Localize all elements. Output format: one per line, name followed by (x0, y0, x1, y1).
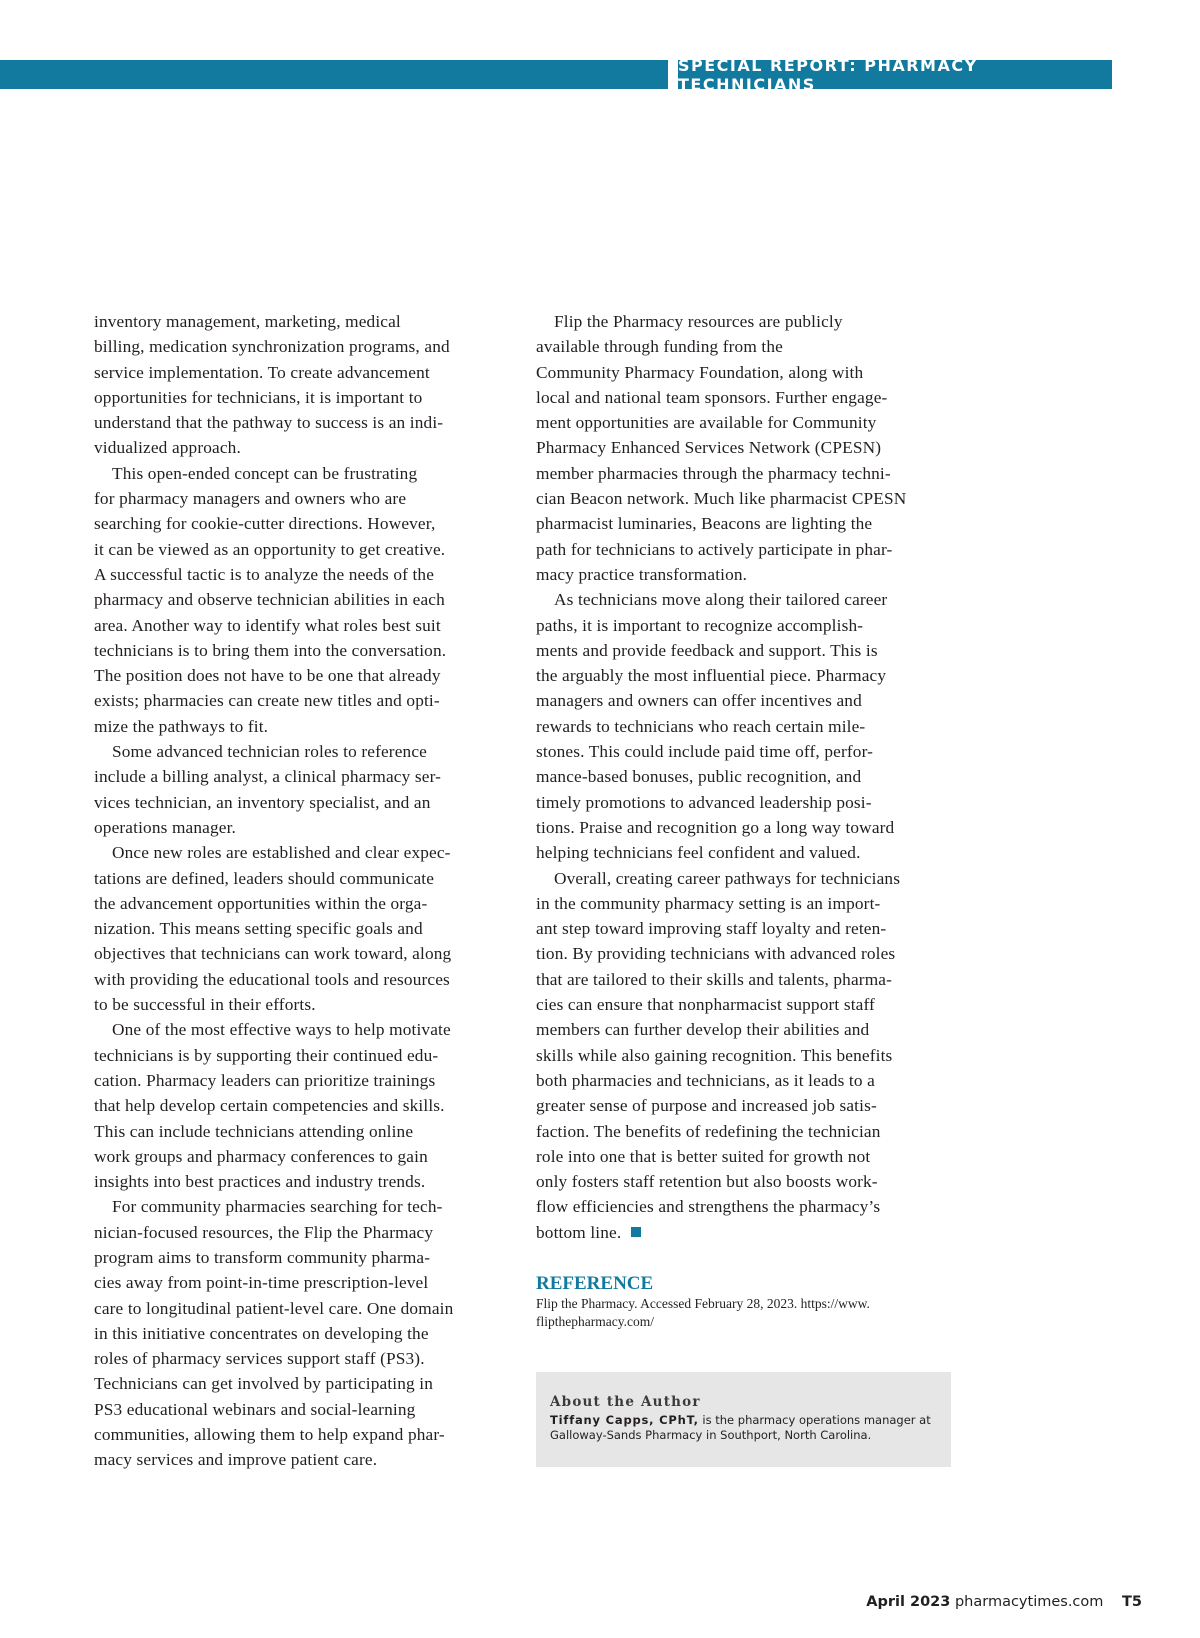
article-paragraph (94, 840, 514, 1017)
text-line: operations manager. (94, 817, 237, 837)
text-line: searching for cookie-cutter directions. However, (94, 514, 436, 534)
text-line: ment opportunities are available for Community (536, 413, 877, 433)
reference-line: Flip the Pharmacy. Accessed February 28, 2023. https://www. (536, 1296, 870, 1311)
article-paragraph (536, 587, 956, 865)
text-line: flow efficiencies and strengthens the pharmacy’s (536, 1197, 881, 1217)
text-line: member pharmacies through the pharmacy techni- (536, 463, 891, 483)
text-line: tions. Praise and recognition go a long way toward (536, 817, 895, 837)
header-bar (0, 60, 668, 89)
text-line: insights into best practices and industry trends. (94, 1172, 426, 1192)
text-line: that are tailored to their skills and talents, pharma- (536, 969, 893, 989)
text-line: include a billing analyst, a clinical pharmacy ser- (94, 767, 442, 787)
text-line: mize the pathways to fit. (94, 716, 269, 736)
text-line: it can be viewed as an opportunity to get creative. (94, 539, 446, 559)
text-line: the arguably the most influential piece. Pharmacy (536, 666, 887, 686)
article-paragraph (94, 1017, 514, 1194)
text-line: cies can ensure that nonpharmacist support staff (536, 995, 875, 1015)
text-line: for pharmacy managers and owners who are (94, 489, 407, 509)
text-line: Community Pharmacy Foundation, along with (536, 362, 864, 382)
issue-date: April 2023 (866, 1594, 951, 1610)
text-line: opportunities for technicians, it is important to (94, 387, 423, 407)
text-line: This open-ended concept can be frustrating (112, 463, 418, 483)
article-paragraph (94, 309, 514, 461)
text-line: available through funding from the (536, 337, 783, 357)
text-line: in the community pharmacy setting is an import- (536, 893, 881, 913)
article-paragraph (94, 461, 514, 739)
text-line: pharmacist luminaries, Beacons are lighting the (536, 514, 873, 534)
article-column-right (536, 309, 956, 1245)
text-line: path for technicians to actively participate in phar- (536, 539, 893, 559)
author-name: Tiffany Capps, CPhT, (550, 1413, 699, 1427)
text-line: One of the most effective ways to help motivate (112, 1020, 451, 1040)
author-box-heading: About the Author (550, 1394, 701, 1410)
text-line: Technicians can get involved by participating in (94, 1374, 434, 1394)
text-line: Once new roles are established and clear expec- (112, 843, 451, 863)
article-paragraph (536, 866, 956, 1245)
text-line: only fosters staff retention but also boosts work- (536, 1172, 878, 1192)
text-line: ant step toward improving staff loyalty and reten- (536, 919, 887, 939)
text-line: billing, medication synchronization programs, and (94, 337, 450, 357)
text-line: macy practice transformation. (536, 564, 748, 584)
article-paragraph (536, 309, 956, 587)
text-line: roles of pharmacy services support staff (PS3). (94, 1349, 425, 1369)
text-line: greater sense of purpose and increased job satis- (536, 1096, 877, 1116)
text-line: cies away from point-in-time prescription-level (94, 1273, 429, 1293)
text-line: A successful tactic is to analyze the needs of the (94, 564, 435, 584)
page-footer (866, 1594, 1142, 1610)
reference-text (536, 1295, 956, 1331)
text-line: nician-focused resources, the Flip the Pharmacy (94, 1222, 434, 1242)
text-line: work groups and pharmacy conferences to gain (94, 1146, 428, 1166)
text-line: communities, allowing them to help expand phar- (94, 1425, 445, 1445)
text-line: cian Beacon network. Much like pharmacist CPESN (536, 489, 907, 509)
text-line: with providing the educational tools and resources (94, 969, 450, 989)
text-line: the advancement opportunities within the orga- (94, 893, 428, 913)
text-line: paths, it is important to recognize accomplish- (536, 615, 864, 635)
reference-heading: REFERENCE (536, 1273, 654, 1294)
author-bio-line: is the pharmacy operations manager at (698, 1413, 931, 1427)
text-line: area. Another way to identify what roles best suit (94, 615, 441, 635)
page-number: T5 (1122, 1594, 1142, 1610)
end-of-article-square-icon (631, 1227, 641, 1237)
text-line: technicians is to bring them into the conversation. (94, 640, 447, 660)
text-line: mance-based bonuses, public recognition, and (536, 767, 862, 787)
text-line-content: bottom line. (536, 1222, 622, 1242)
text-line: that help develop certain competencies and skills. (94, 1096, 445, 1116)
text-line: inventory management, marketing, medical (94, 312, 401, 331)
text-line: tion. By providing technicians with advanced roles (536, 944, 896, 964)
text-line: Overall, creating career pathways for technicians (554, 868, 901, 888)
article-paragraph (94, 1194, 514, 1472)
text-line: ments and provide feedback and support. This is (536, 640, 878, 660)
text-line: in this initiative concentrates on developing the (94, 1323, 429, 1343)
text-line: exists; pharmacies can create new titles and opti- (94, 691, 440, 711)
text-line: to be successful in their efforts. (94, 995, 316, 1015)
text-line: This can include technicians attending online (94, 1121, 414, 1141)
text-line: role into one that is better suited for growth not (536, 1146, 871, 1166)
text-line: nization. This means setting specific goals and (94, 919, 423, 939)
text-line: cation. Pharmacy leaders can prioritize trainings (94, 1070, 436, 1090)
text-line: timely promotions to advanced leadership posi- (536, 792, 872, 812)
text-line: As technicians move along their tailored career (554, 590, 888, 610)
text-line: helping technicians feel confident and valued. (536, 843, 861, 863)
text-line: skills while also gaining recognition. This benefits (536, 1045, 893, 1065)
text-line: local and national team sponsors. Further engage- (536, 387, 888, 407)
text-line: Pharmacy Enhanced Services Network (CPESN) (536, 438, 882, 458)
text-line: program aims to transform community pharma- (94, 1247, 431, 1267)
text-line: both pharmacies and technicians, as it leads to a (536, 1070, 875, 1090)
author-bio-line: Galloway-Sands Pharmacy in Southport, North Carolina. (550, 1428, 872, 1442)
text-line: rewards to technicians who reach certain mile- (536, 716, 866, 736)
article-paragraph (94, 739, 514, 840)
text-line: objectives that technicians can work toward, along (94, 944, 452, 964)
reference-line: flipthepharmacy.com/ (536, 1314, 654, 1329)
about-the-author-box (536, 1372, 951, 1467)
article-column-left (94, 309, 514, 1473)
section-label: SPECIAL REPORT: PHARMACY TECHNICIANS (678, 60, 1112, 89)
text-line: For community pharmacies searching for tech- (112, 1197, 443, 1217)
text-line: macy services and improve patient care. (94, 1450, 378, 1470)
text-line: Some advanced technician roles to reference (112, 742, 427, 762)
text-line: Flip the Pharmacy resources are publicly (554, 312, 843, 331)
text-line (536, 1220, 956, 1245)
text-line: faction. The benefits of redefining the technician (536, 1121, 881, 1141)
text-line: understand that the pathway to success is an indi- (94, 413, 444, 433)
text-line: technicians is by supporting their continued edu- (94, 1045, 439, 1065)
text-line: The position does not have to be one that already (94, 666, 441, 686)
text-line: tations are defined, leaders should communicate (94, 868, 435, 888)
author-bio (550, 1413, 937, 1443)
text-line: stones. This could include paid time off, perfor- (536, 742, 874, 762)
text-line: service implementation. To create advancement (94, 362, 430, 382)
text-line: vices technician, an inventory specialist, and an (94, 792, 431, 812)
text-line: managers and owners can offer incentives and (536, 691, 862, 711)
text-line: members can further develop their abilities and (536, 1020, 870, 1040)
text-line: vidualized approach. (94, 438, 241, 458)
text-line: pharmacy and observe technician abilities in each (94, 590, 445, 610)
text-line: PS3 educational webinars and social-learning (94, 1399, 416, 1419)
site-url: pharmacytimes.com (954, 1594, 1104, 1610)
text-line: care to longitudinal patient-level care. One domain (94, 1298, 454, 1318)
